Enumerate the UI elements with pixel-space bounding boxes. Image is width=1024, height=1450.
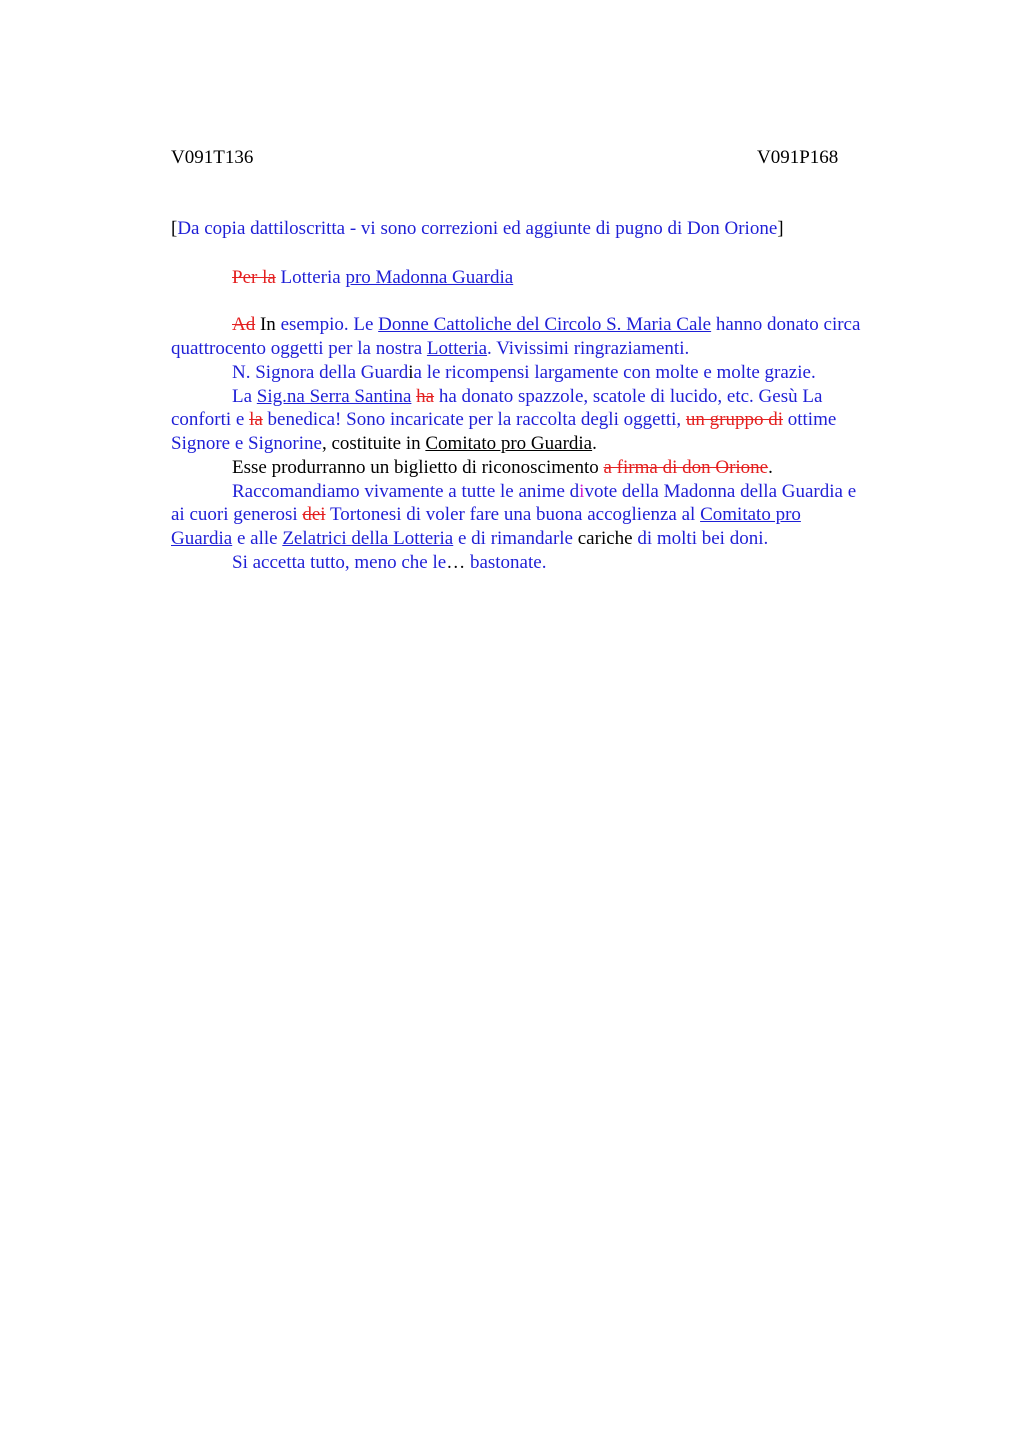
p3-underlined-text: Sig.na Serra Santina	[256, 386, 412, 407]
p2-text: a	[413, 362, 422, 383]
paragraph-1-line-1	[232, 313, 860, 337]
paragraph-4	[232, 456, 773, 480]
p5-text: Raccomandiamo vivamente a tutte le anime d	[232, 481, 580, 502]
p3-deleted-text: la	[249, 409, 263, 430]
document-code-left: V091T136	[171, 147, 254, 168]
p3-underlined-text: Comitato pro Guardia	[425, 433, 593, 454]
p2-text: i	[408, 362, 414, 383]
p3-text: ottime	[787, 409, 837, 430]
p5-text: Tortonesi di voler fare una buona accoglienza al	[330, 504, 696, 525]
p3-text: .	[592, 433, 597, 454]
paragraph-3-line-2	[171, 408, 836, 432]
paragraph-3-line-1	[232, 385, 822, 409]
p3-deleted-text: ha	[416, 386, 435, 407]
p1-text: quattrocento oggetti per la nostra	[171, 338, 423, 359]
p1-underlined-text: Donne Cattoliche del Circolo S. Maria Cale	[378, 314, 712, 335]
p3-deleted-text: un gruppo di	[685, 409, 783, 430]
p4-text: .	[768, 457, 773, 478]
paragraph-3-line-3	[171, 432, 597, 456]
editorial-note	[171, 217, 784, 241]
p5-text: cariche	[577, 528, 633, 549]
p1-text: esempio. Le	[280, 314, 374, 335]
p2-text: N. Signora della Guard	[232, 362, 409, 383]
paragraph-5-line-2	[171, 503, 801, 527]
p5-underlined-text: Guardia	[171, 528, 233, 549]
p3-text: , costituite in	[321, 433, 421, 454]
p3-text: conforti e	[171, 409, 245, 430]
p6-text: Si accetta tutto, meno che le	[232, 552, 447, 573]
p5-underlined-text: Zelatrici della Lotteria	[282, 528, 454, 549]
p3-text: benedica! Sono incaricate per la raccolta degli oggetti,	[267, 409, 682, 430]
p5-inserted-letter: i	[579, 481, 585, 502]
p3-text: La	[232, 386, 253, 407]
p4-deleted-text: a firma di don Orione	[603, 457, 769, 478]
p5-text: e alle	[236, 528, 278, 549]
p1-deleted-text: Ad	[232, 314, 256, 335]
p6-text: bastonate.	[469, 552, 547, 573]
paragraph-5-line-1	[232, 480, 856, 504]
paragraph-5-line-3	[171, 527, 768, 551]
p1-text: In	[259, 314, 276, 335]
p5-deleted-text: dei	[302, 504, 326, 525]
paragraph-1-line-2	[171, 337, 689, 361]
article-title	[232, 266, 513, 290]
title-deleted-text: Per la	[232, 267, 276, 288]
p5-text: vote della Madonna della Guardia e	[584, 481, 857, 502]
paragraph-6	[232, 551, 546, 575]
p5-text: e di rimandarle	[457, 528, 573, 549]
note-close-bracket: ]	[777, 218, 784, 239]
p2-text: le ricompensi largamente con molte e molte grazie.	[426, 362, 816, 383]
document-code-right: V091P168	[757, 147, 839, 168]
note-open-bracket: [	[171, 218, 178, 239]
p5-text: di molti bei doni.	[637, 528, 769, 549]
p1-text: hanno donato circa	[715, 314, 861, 335]
title-word-madonna: pro Madonna Guardia	[345, 267, 514, 288]
note-text: Da copia dattiloscritta - vi sono correzioni ed aggiunte di pugno di Don Orione	[177, 218, 778, 239]
paragraph-2	[232, 361, 816, 385]
p5-text: ai cuori generosi	[171, 504, 298, 525]
p1-text: . Vivissimi ringraziamenti.	[487, 338, 690, 359]
p6-ellipsis: …	[446, 552, 466, 573]
p3-text: ha donato spazzole, scatole di lucido, etc. Gesù La	[438, 386, 823, 407]
p1-underlined-text: Lotteria	[426, 338, 488, 359]
p3-text: Signore e Signorine	[171, 433, 322, 454]
p5-underlined-text: Comitato pro	[700, 504, 801, 525]
p4-text: Esse produrranno un biglietto di riconoscimento	[232, 457, 599, 478]
title-word-lotteria: Lotteria	[280, 267, 341, 288]
